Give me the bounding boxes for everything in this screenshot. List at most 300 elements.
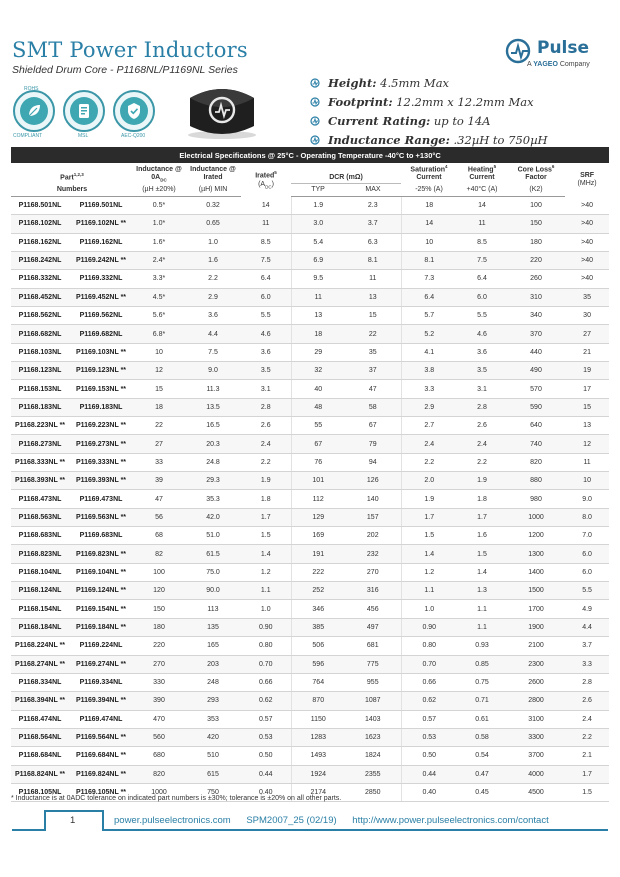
cell-core-loss: 310 <box>507 288 565 306</box>
cell-core-loss: 4000 <box>507 765 565 783</box>
cell-part-p1168: P1168.562NL <box>11 306 69 324</box>
cell-part-p1168: P1168.224NL ** <box>11 637 69 655</box>
cell-heating: 0.47 <box>457 765 507 783</box>
cell-part-p1168: P1168.823NL <box>11 545 69 563</box>
cell-heating: 0.45 <box>457 783 507 801</box>
cell-heating: 1.1 <box>457 618 507 636</box>
cell-heating: 1.4 <box>457 563 507 581</box>
cell-inductance-irated: 24.8 <box>185 453 241 471</box>
cell-core-loss: 1000 <box>507 508 565 526</box>
table-row <box>11 251 609 269</box>
footer-contact-link[interactable]: http://www.power.pulseelectronics.com/contact <box>352 815 549 826</box>
cell-dcr-typ: 506 <box>291 637 345 655</box>
cell-part-p1169: P1169.124NL ** <box>69 582 133 600</box>
table-row <box>11 673 609 691</box>
cell-srf: 2.2 <box>565 728 609 746</box>
cell-srf: 21 <box>565 343 609 361</box>
cell-part-p1168: P1168.474NL <box>11 710 69 728</box>
cell-part-p1169: P1169.333NL ** <box>69 453 133 471</box>
cell-core-loss: 220 <box>507 251 565 269</box>
cell-dcr-typ: 9.5 <box>291 270 345 288</box>
cell-core-loss: 640 <box>507 417 565 435</box>
cell-dcr-typ: 1283 <box>291 728 345 746</box>
table-row <box>11 618 609 636</box>
cell-irated: 1.0 <box>241 600 291 618</box>
cell-core-loss: 2600 <box>507 673 565 691</box>
cell-dcr-typ: 112 <box>291 490 345 508</box>
cell-inductance-irated: 510 <box>185 747 241 765</box>
cell-saturation: 2.7 <box>401 417 457 435</box>
cell-part-p1168: P1168.393NL ** <box>11 472 69 490</box>
table-row <box>11 728 609 746</box>
cell-dcr-typ: 40 <box>291 380 345 398</box>
cell-heating: 6.0 <box>457 288 507 306</box>
footer-doc-id: SPM2007_25 (02/19) <box>246 815 337 826</box>
cell-inductance-0a: 1.6* <box>133 233 185 251</box>
table-row <box>11 435 609 453</box>
cell-core-loss: 1200 <box>507 527 565 545</box>
col-core-loss-unit: (K2) <box>507 183 565 196</box>
rohs-badge: ROHS COMPLIANT <box>13 90 55 132</box>
cell-part-p1168: P1168.153NL <box>11 380 69 398</box>
cell-dcr-typ: 764 <box>291 673 345 691</box>
table-row <box>11 600 609 618</box>
cell-inductance-irated: 165 <box>185 637 241 655</box>
cell-part-p1169: P1169.273NL ** <box>69 435 133 453</box>
cell-irated: 3.1 <box>241 380 291 398</box>
cell-part-p1168: P1168.824NL ** <box>11 765 69 783</box>
cell-irated: 1.4 <box>241 545 291 563</box>
cell-core-loss: 340 <box>507 306 565 324</box>
cell-heating: 7.5 <box>457 251 507 269</box>
table-row <box>11 398 609 416</box>
col-inductance-0a-unit: (µH ±20%) <box>133 183 185 196</box>
cell-dcr-max: 79 <box>345 435 401 453</box>
cell-core-loss: 1700 <box>507 600 565 618</box>
table-row <box>11 453 609 471</box>
table-row <box>11 270 609 288</box>
cell-heating: 2.2 <box>457 453 507 471</box>
cell-dcr-typ: 191 <box>291 545 345 563</box>
table-row <box>11 747 609 765</box>
cell-inductance-irated: 420 <box>185 728 241 746</box>
cell-irated: 1.2 <box>241 563 291 581</box>
cell-inductance-irated: 75.0 <box>185 563 241 581</box>
cell-irated: 2.8 <box>241 398 291 416</box>
cell-srf: 4.4 <box>565 618 609 636</box>
cell-part-p1168: P1168.242NL <box>11 251 69 269</box>
col-srf: SRF (MHz) <box>577 171 597 187</box>
cell-irated: 8.5 <box>241 233 291 251</box>
cell-dcr-max: 35 <box>345 343 401 361</box>
cell-part-p1169: P1169.823NL ** <box>69 545 133 563</box>
cell-srf: 7.0 <box>565 527 609 545</box>
cell-dcr-max: 775 <box>345 655 401 673</box>
cell-dcr-max: 15 <box>345 306 401 324</box>
cell-core-loss: 1900 <box>507 618 565 636</box>
cell-saturation: 1.4 <box>401 545 457 563</box>
col-dcr-max: MAX <box>345 183 401 196</box>
cell-srf: 6.0 <box>565 563 609 581</box>
cell-irated: 7.5 <box>241 251 291 269</box>
cell-saturation: 6.4 <box>401 288 457 306</box>
cell-saturation: 1.0 <box>401 600 457 618</box>
cell-dcr-typ: 2174 <box>291 783 345 801</box>
cell-inductance-0a: 82 <box>133 545 185 563</box>
pulse-bullet-icon <box>310 97 320 107</box>
cell-inductance-0a: 180 <box>133 618 185 636</box>
col-core-loss: Core Loss$^6$ Factor <box>517 164 555 182</box>
cell-inductance-irated: 293 <box>185 692 241 710</box>
cell-inductance-irated: 135 <box>185 618 241 636</box>
cell-dcr-typ: 1150 <box>291 710 345 728</box>
cell-core-loss: 4500 <box>507 783 565 801</box>
cell-inductance-0a: 15 <box>133 380 185 398</box>
cell-inductance-0a: 220 <box>133 637 185 655</box>
cell-core-loss: 980 <box>507 490 565 508</box>
cell-part-p1169: P1169.183NL <box>69 398 133 416</box>
cell-inductance-0a: 680 <box>133 747 185 765</box>
cell-inductance-irated: 1.0 <box>185 233 241 251</box>
cell-dcr-typ: 870 <box>291 692 345 710</box>
cell-inductance-irated: 0.65 <box>185 215 241 233</box>
cell-inductance-irated: 2.9 <box>185 288 241 306</box>
cell-dcr-typ: 101 <box>291 472 345 490</box>
cell-saturation: 0.62 <box>401 692 457 710</box>
cell-irated: 14 <box>241 196 291 214</box>
cell-core-loss: 1400 <box>507 563 565 581</box>
cell-core-loss: 880 <box>507 472 565 490</box>
cell-srf: 30 <box>565 306 609 324</box>
cell-inductance-0a: 18 <box>133 398 185 416</box>
cell-inductance-0a: 22 <box>133 417 185 435</box>
cell-inductance-0a: 2.4* <box>133 251 185 269</box>
cell-heating: 0.58 <box>457 728 507 746</box>
cell-part-p1169: P1169.274NL ** <box>69 655 133 673</box>
cell-dcr-typ: 5.4 <box>291 233 345 251</box>
pulse-logo[interactable] <box>504 40 608 74</box>
cell-part-p1168: P1168.564NL <box>11 728 69 746</box>
cell-saturation: 2.4 <box>401 435 457 453</box>
cell-saturation: 1.9 <box>401 490 457 508</box>
cell-inductance-irated: 0.32 <box>185 196 241 214</box>
cell-inductance-0a: 270 <box>133 655 185 673</box>
spec-current-rating: Current Rating: up to 14A <box>310 114 548 133</box>
cell-saturation: 18 <box>401 196 457 214</box>
cell-part-p1169: P1169.334NL <box>69 673 133 691</box>
cell-dcr-max: 2850 <box>345 783 401 801</box>
cell-dcr-max: 58 <box>345 398 401 416</box>
cell-inductance-irated: 20.3 <box>185 435 241 453</box>
cell-dcr-typ: 76 <box>291 453 345 471</box>
cell-inductance-0a: 10 <box>133 343 185 361</box>
aec-badge: AEC-Q200 <box>113 90 155 132</box>
cell-dcr-max: 955 <box>345 673 401 691</box>
cell-dcr-max: 140 <box>345 490 401 508</box>
cell-part-p1168: P1168.123NL <box>11 362 69 380</box>
table-row <box>11 527 609 545</box>
cell-part-p1169: P1169.224NL <box>69 637 133 655</box>
cell-inductance-irated: 42.0 <box>185 508 241 526</box>
cell-srf: >40 <box>565 215 609 233</box>
cell-saturation: 2.9 <box>401 398 457 416</box>
cell-heating: 0.71 <box>457 692 507 710</box>
cell-irated: 1.8 <box>241 490 291 508</box>
cell-heating: 1.3 <box>457 582 507 600</box>
cell-irated: 2.6 <box>241 417 291 435</box>
cell-dcr-typ: 346 <box>291 600 345 618</box>
cell-irated: 6.4 <box>241 270 291 288</box>
cell-dcr-typ: 11 <box>291 288 345 306</box>
col-heating: Heating$^5$ Current <box>467 164 497 182</box>
cell-inductance-0a: 27 <box>133 435 185 453</box>
cell-part-p1168: P1168.473NL <box>11 490 69 508</box>
cell-srf: 27 <box>565 325 609 343</box>
cell-saturation: 3.8 <box>401 362 457 380</box>
cell-dcr-max: 1087 <box>345 692 401 710</box>
cell-srf: 15 <box>565 398 609 416</box>
cell-part-p1168: P1168.452NL <box>11 288 69 306</box>
cell-irated: 0.40 <box>241 783 291 801</box>
table-row <box>11 582 609 600</box>
cell-part-p1169: P1169.184NL ** <box>69 618 133 636</box>
cell-dcr-max: 497 <box>345 618 401 636</box>
cell-core-loss: 590 <box>507 398 565 416</box>
cell-part-p1169: P1169.153NL ** <box>69 380 133 398</box>
cell-heating: 1.7 <box>457 508 507 526</box>
cell-dcr-max: 13 <box>345 288 401 306</box>
cell-srf: 10 <box>565 472 609 490</box>
cell-srf: 5.5 <box>565 582 609 600</box>
cell-part-p1169: P1169.162NL <box>69 233 133 251</box>
cell-dcr-typ: 6.9 <box>291 251 345 269</box>
cell-dcr-typ: 29 <box>291 343 345 361</box>
cell-irated: 3.5 <box>241 362 291 380</box>
cell-core-loss: 3700 <box>507 747 565 765</box>
cell-saturation: 7.3 <box>401 270 457 288</box>
cell-dcr-typ: 13 <box>291 306 345 324</box>
cell-srf: 9.0 <box>565 490 609 508</box>
cell-irated: 6.0 <box>241 288 291 306</box>
cell-dcr-max: 3.7 <box>345 215 401 233</box>
spec-inductance-range: Inductance Range: .32µH to 750µH <box>310 133 548 152</box>
table-row <box>11 472 609 490</box>
cell-core-loss: 2100 <box>507 637 565 655</box>
footer-site-link[interactable]: power.pulseelectronics.com <box>114 815 231 826</box>
cell-part-p1168: P1168.683NL <box>11 527 69 545</box>
cell-srf: >40 <box>565 196 609 214</box>
cell-irated: 1.1 <box>241 582 291 600</box>
cell-inductance-0a: 12 <box>133 362 185 380</box>
cell-saturation: 0.57 <box>401 710 457 728</box>
table-row <box>11 655 609 673</box>
cell-part-p1169: P1169.824NL ** <box>69 765 133 783</box>
cell-srf: 13 <box>565 417 609 435</box>
cell-inductance-0a: 560 <box>133 728 185 746</box>
cell-saturation: 3.3 <box>401 380 457 398</box>
cell-core-loss: 740 <box>507 435 565 453</box>
cell-part-p1169: P1169.123NL ** <box>69 362 133 380</box>
cell-srf: 19 <box>565 362 609 380</box>
cell-part-p1168: P1168.501NL <box>11 196 69 214</box>
cell-part-p1169: P1169.223NL ** <box>69 417 133 435</box>
cell-dcr-max: 6.3 <box>345 233 401 251</box>
cell-core-loss: 570 <box>507 380 565 398</box>
cell-core-loss: 180 <box>507 233 565 251</box>
cell-part-p1169: P1169.332NL <box>69 270 133 288</box>
page-number: 1 <box>70 815 76 826</box>
cell-dcr-max: 681 <box>345 637 401 655</box>
cell-part-p1169: P1169.682NL <box>69 325 133 343</box>
cell-part-p1169: P1169.564NL ** <box>69 728 133 746</box>
cell-inductance-0a: 6.8* <box>133 325 185 343</box>
cell-srf: 1.7 <box>565 765 609 783</box>
cell-inductance-irated: 3.6 <box>185 306 241 324</box>
cell-dcr-typ: 1493 <box>291 747 345 765</box>
cell-saturation: 5.2 <box>401 325 457 343</box>
cell-inductance-irated: 750 <box>185 783 241 801</box>
cell-part-p1168: P1168.162NL <box>11 233 69 251</box>
cell-saturation: 1.2 <box>401 563 457 581</box>
cell-core-loss: 150 <box>507 215 565 233</box>
cell-heating: 2.8 <box>457 398 507 416</box>
cell-srf: 3.7 <box>565 637 609 655</box>
cell-heating: 6.4 <box>457 270 507 288</box>
cell-srf: 3.3 <box>565 655 609 673</box>
cell-heating: 2.4 <box>457 435 507 453</box>
cell-heating: 1.6 <box>457 527 507 545</box>
cell-core-loss: 2300 <box>507 655 565 673</box>
cell-inductance-irated: 61.5 <box>185 545 241 563</box>
cell-part-p1168: P1168.274NL ** <box>11 655 69 673</box>
cell-irated: 5.5 <box>241 306 291 324</box>
cell-irated: 0.62 <box>241 692 291 710</box>
cell-inductance-irated: 615 <box>185 765 241 783</box>
cell-dcr-typ: 32 <box>291 362 345 380</box>
pulse-bullet-icon <box>310 116 320 126</box>
cell-part-p1168: P1168.333NL ** <box>11 453 69 471</box>
cell-irated: 2.2 <box>241 453 291 471</box>
cell-irated: 0.70 <box>241 655 291 673</box>
table-row <box>11 692 609 710</box>
cell-srf: 6.0 <box>565 545 609 563</box>
cell-irated: 1.5 <box>241 527 291 545</box>
cell-part-p1168: P1168.104NL <box>11 563 69 581</box>
cell-core-loss: 3300 <box>507 728 565 746</box>
cell-dcr-max: 456 <box>345 600 401 618</box>
cell-heating: 11 <box>457 215 507 233</box>
cell-part-p1168: P1168.184NL <box>11 618 69 636</box>
cell-dcr-max: 22 <box>345 325 401 343</box>
electrical-specs-table <box>11 147 609 802</box>
cell-dcr-max: 1824 <box>345 747 401 765</box>
cell-dcr-max: 94 <box>345 453 401 471</box>
cell-heating: 1.1 <box>457 600 507 618</box>
cell-inductance-irated: 11.3 <box>185 380 241 398</box>
cell-part-p1169: P1169.102NL ** <box>69 215 133 233</box>
table-row <box>11 710 609 728</box>
cell-saturation: 0.50 <box>401 747 457 765</box>
cell-heating: 4.6 <box>457 325 507 343</box>
cell-saturation: 1.5 <box>401 527 457 545</box>
cell-part-p1168: P1168.273NL <box>11 435 69 453</box>
cell-heating: 1.9 <box>457 472 507 490</box>
table-row <box>11 362 609 380</box>
cell-dcr-typ: 55 <box>291 417 345 435</box>
cell-saturation: 0.44 <box>401 765 457 783</box>
cell-inductance-irated: 9.0 <box>185 362 241 380</box>
footnote: * Inductance is at 0ADC tolerance on indicated part numbers is ±30%; tolerance is ±20% on all other parts. <box>11 795 342 802</box>
cell-dcr-typ: 1924 <box>291 765 345 783</box>
cell-part-p1168: P1168.684NL <box>11 747 69 765</box>
cell-core-loss: 820 <box>507 453 565 471</box>
cell-inductance-irated: 203 <box>185 655 241 673</box>
cell-dcr-typ: 596 <box>291 655 345 673</box>
cell-part-p1169: P1169.473NL <box>69 490 133 508</box>
rohs-leaf-icon <box>20 97 48 125</box>
cell-srf: >40 <box>565 251 609 269</box>
cell-srf: 4.9 <box>565 600 609 618</box>
key-specs <box>310 76 548 152</box>
cell-part-p1168: P1168.682NL <box>11 325 69 343</box>
col-saturation-unit: -25% (A) <box>401 183 457 196</box>
cell-irated: 0.57 <box>241 710 291 728</box>
cell-saturation: 1.7 <box>401 508 457 526</box>
cell-inductance-0a: 39 <box>133 472 185 490</box>
cell-inductance-0a: 470 <box>133 710 185 728</box>
pulse-bullet-icon <box>310 135 320 145</box>
cell-irated: 0.66 <box>241 673 291 691</box>
cell-core-loss: 2800 <box>507 692 565 710</box>
cell-dcr-max: 2.3 <box>345 196 401 214</box>
cell-part-p1169: P1169.103NL ** <box>69 343 133 361</box>
cell-dcr-max: 232 <box>345 545 401 563</box>
cell-part-p1168: P1168.102NL <box>11 215 69 233</box>
cell-heating: 14 <box>457 196 507 214</box>
cell-heating: 0.75 <box>457 673 507 691</box>
cell-dcr-typ: 222 <box>291 563 345 581</box>
cell-dcr-max: 270 <box>345 563 401 581</box>
inductor-product-image <box>182 82 262 142</box>
cell-srf: 11 <box>565 453 609 471</box>
cell-srf: 2.4 <box>565 710 609 728</box>
cell-part-p1169: P1169.474NL <box>69 710 133 728</box>
cell-saturation: 0.70 <box>401 655 457 673</box>
cell-inductance-irated: 90.0 <box>185 582 241 600</box>
cell-dcr-max: 2355 <box>345 765 401 783</box>
table-body <box>11 196 609 801</box>
cell-srf: 2.1 <box>565 747 609 765</box>
cell-inductance-irated: 35.3 <box>185 490 241 508</box>
cell-dcr-typ: 18 <box>291 325 345 343</box>
cell-saturation: 2.0 <box>401 472 457 490</box>
cell-inductance-irated: 13.5 <box>185 398 241 416</box>
cell-saturation: 0.66 <box>401 673 457 691</box>
cell-inductance-irated: 4.4 <box>185 325 241 343</box>
cell-part-p1169: P1169.684NL ** <box>69 747 133 765</box>
cell-core-loss: 490 <box>507 362 565 380</box>
cell-core-loss: 1500 <box>507 582 565 600</box>
cell-heating: 1.5 <box>457 545 507 563</box>
cell-part-p1168: P1168.154NL <box>11 600 69 618</box>
col-inductance-irated: Inductance @ Irated <box>190 166 236 182</box>
cell-inductance-irated: 1.6 <box>185 251 241 269</box>
cell-part-p1169: P1169.242NL ** <box>69 251 133 269</box>
cell-dcr-typ: 1.9 <box>291 196 345 214</box>
cell-dcr-max: 11 <box>345 270 401 288</box>
cell-inductance-irated: 248 <box>185 673 241 691</box>
cell-inductance-0a: 120 <box>133 582 185 600</box>
